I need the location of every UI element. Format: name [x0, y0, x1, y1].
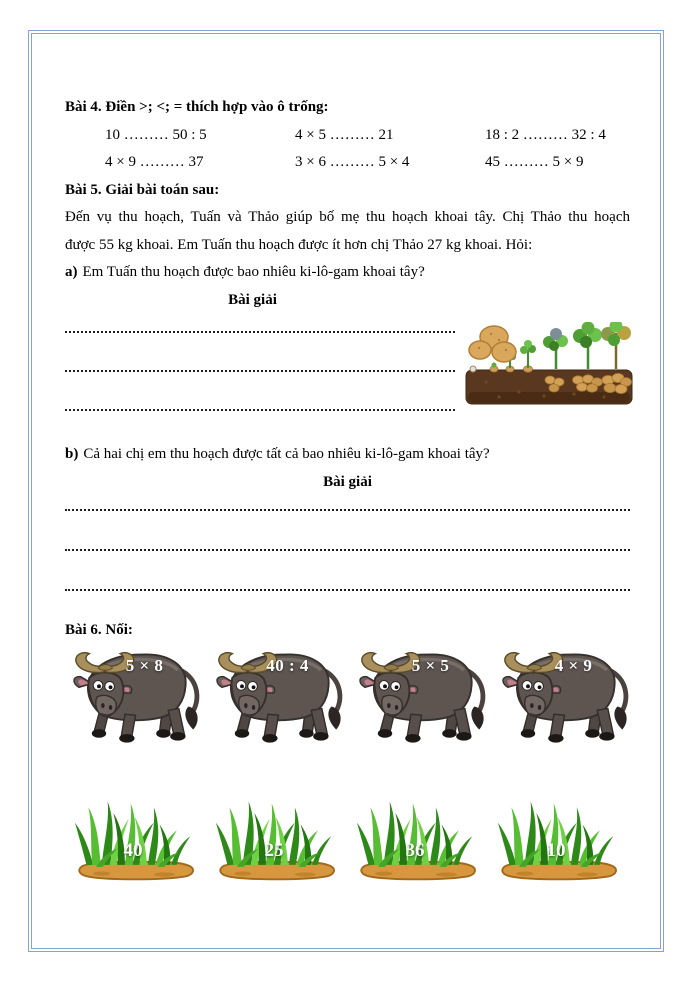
answer-line[interactable]	[65, 372, 455, 411]
exercise4-title: Bài 4. Điền >; <; = thích hợp vào ô trống:	[65, 99, 329, 115]
grass-icon	[214, 793, 339, 883]
grass-number-label: 10	[546, 840, 566, 862]
question-a-text: Em Tuấn thu hoạch được bao nhiêu ki-lô-gam khoai tây?	[82, 264, 425, 280]
exercise6-title: Bài 6. Nối:	[65, 622, 133, 638]
grass-match-row	[65, 793, 630, 883]
grass-icon	[496, 793, 621, 883]
buffalo-match-row	[65, 645, 630, 745]
grass-match-item[interactable]	[496, 793, 621, 883]
comparison-blank[interactable]: 3 × 6 ……… 5 × 4	[295, 154, 410, 170]
problem-text-line-1: Đến vụ thu hoạch, Tuấn và Thảo giúp bố mẹ thu hoạch khoai tây. Chị Thảo thu hoạch	[65, 209, 630, 225]
answer-line[interactable]	[65, 551, 630, 591]
buffalo-match-item[interactable]	[498, 645, 633, 745]
exercise4-comparison-grid	[65, 122, 630, 177]
question-a-label: a)	[65, 264, 78, 280]
problem-text-line-2: được 55 kg khoai. Em Tuấn thu hoạch được ít hơn chị Thảo 27 kg khoai. Hỏi:	[65, 236, 533, 253]
question-b	[65, 441, 630, 469]
buffalo-expression-label: 40 : 4	[266, 655, 309, 675]
exercise5-title: Bài 5. Giải bài toán sau:	[65, 181, 220, 198]
answer-line[interactable]	[65, 333, 455, 372]
comparison-blank[interactable]: 10 ……… 50 : 5	[105, 126, 207, 143]
grass-number-label: 36	[405, 840, 425, 862]
buffalo-expression-label: 5 × 8	[125, 655, 164, 675]
potato-growth-icon	[464, 322, 634, 406]
buffalo-expression-label: 4 × 9	[554, 655, 593, 675]
grass-icon	[73, 793, 198, 883]
question-a	[65, 259, 630, 287]
buffalo-match-item[interactable]	[355, 645, 490, 745]
potato-growth-illustration	[464, 322, 634, 406]
grass-icon	[355, 793, 480, 883]
grass-match-item[interactable]	[73, 793, 198, 883]
solution-heading-b: Bài giải	[323, 473, 372, 490]
solution-heading-a: Bài giải	[228, 291, 277, 308]
question-b-text: Cả hai chị em thu hoạch được tất cả bao nhiêu ki-lô-gam khoai tây?	[83, 446, 490, 462]
grass-match-item[interactable]	[355, 793, 480, 883]
buffalo-expression-label: 5 × 5	[411, 655, 450, 675]
buffalo-match-item[interactable]	[212, 645, 347, 745]
grass-match-item[interactable]	[214, 793, 339, 883]
answer-line[interactable]	[65, 511, 630, 551]
comparison-blank[interactable]: 45 ……… 5 × 9	[485, 154, 584, 170]
question-b-label: b)	[65, 446, 79, 462]
comparison-blank[interactable]: 4 × 9 ……… 37	[105, 154, 204, 170]
comparison-blank[interactable]: 18 : 2 ……… 32 : 4	[485, 126, 606, 143]
buffalo-match-item[interactable]	[69, 645, 204, 745]
worksheet-content	[65, 94, 630, 883]
grass-number-label: 25	[264, 840, 284, 862]
comparison-blank[interactable]: 4 × 5 ……… 21	[295, 126, 394, 143]
grass-number-label: 40	[123, 840, 143, 862]
